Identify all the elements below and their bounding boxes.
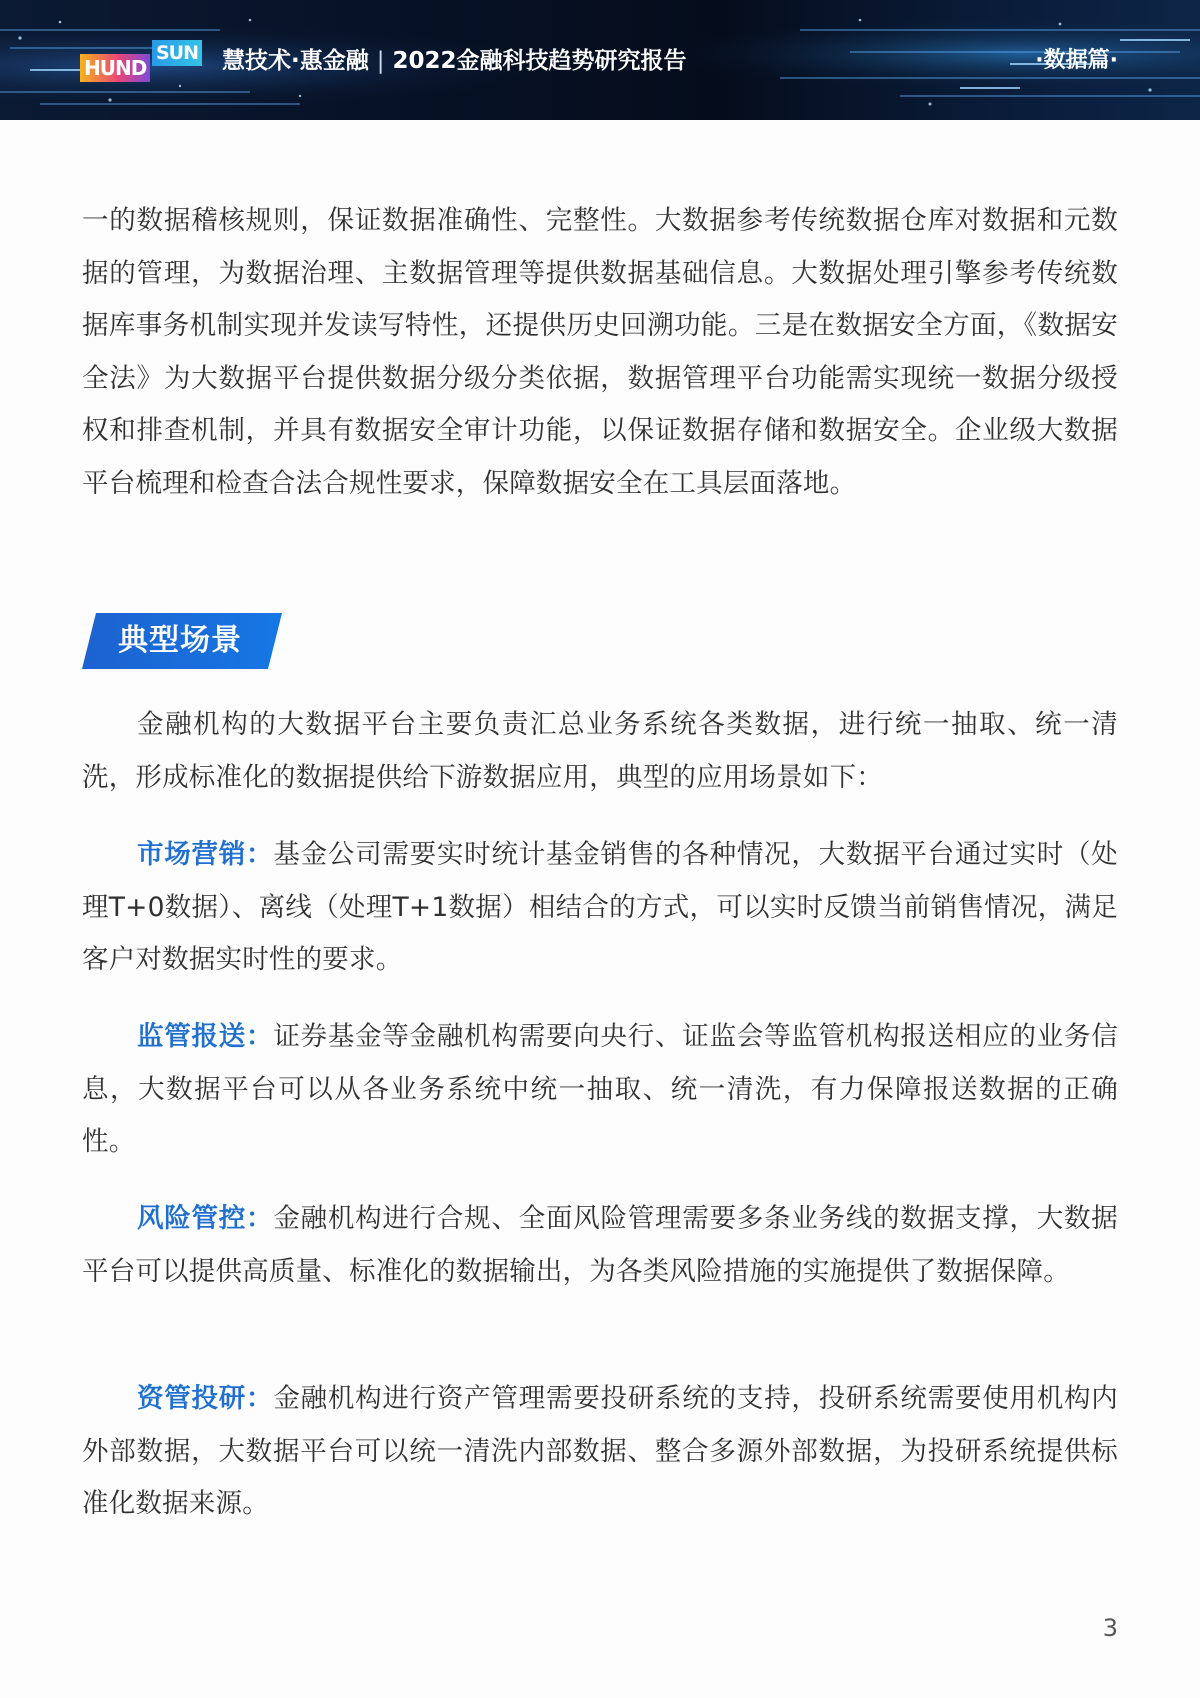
scenario-block (82, 1373, 1118, 1531)
scenario-text: 基金公司需要实时统计基金销售的各种情况，大数据平台通过实时（处理T+0数据）、离线（处理T+1数据）相结合的方式，可以实时反馈当前销售情况，满足客户对数据实时性的要求。 (82, 839, 1118, 975)
scenario-paragraph (82, 1011, 1118, 1169)
lead-paragraph: 金融机构的大数据平台主要负责汇总业务系统各类数据，进行统一抽取、统一清洗，形成标准化的数据提供给下游数据应用，典型的应用场景如下： (82, 709, 1118, 793)
scenario-paragraph (82, 1373, 1118, 1531)
section-label: ·数据篇· (1035, 48, 1118, 73)
section-heading-tag (82, 613, 282, 669)
report-slogan: 慧技术·惠金融 (222, 48, 369, 74)
scenario-text: 金融机构进行资产管理需要投研系统的支持，投研系统需要使用机构内外部数据，大数据平台可以统一清洗内部数据、整合多源外部数据，为投研系统提供标准化数据来源。 (82, 1383, 1118, 1519)
logo-text-sun: SUN (152, 40, 202, 66)
header-banner (0, 0, 1200, 120)
scenario-title: 风险管控： (137, 1203, 274, 1234)
scenario-text: 金融机构进行合规、全面风险管理需要多条业务线的数据支撑，大数据平台可以提供高质量、标准化的数据输出，为各类风险措施的实施提供了数据保障。 (82, 1203, 1118, 1287)
scenario-title: 市场营销： (137, 839, 274, 870)
logo-text-hund: HUND (80, 54, 150, 82)
title-separator: | (376, 48, 385, 74)
section-heading: 典型场景 (118, 623, 242, 658)
scenario-title: 资管投研： (137, 1383, 274, 1414)
page-number: 3 (1102, 1614, 1118, 1642)
scenario-title: 监管报送： (137, 1021, 274, 1052)
scenario-block (82, 1193, 1118, 1298)
scenario-paragraph (82, 1193, 1118, 1298)
scenario-paragraph (82, 829, 1118, 987)
hundsun-logo (80, 38, 204, 86)
intro-paragraph: 一的数据稽核规则，保证数据准确性、完整性。大数据参考传统数据仓库对数据和元数据的管理，为数据治理、主数据管理等提供数据基础信息。大数据处理引擎参考传统数据库事务机制实现并发读写特性，还提供历史回溯功能。三是在数据安全方面，《数据安全法》为大数据平台提供数据分级分类依据，数据管理平台功能需实现统一数据分级授权和排查机制，并具有数据安全审计功能，以保证数据存储和数据安全。企业级大数据平台梳理和检查合法合规性要求，保障数据安全在工具层面落地。 (82, 205, 1118, 499)
scenario-text: 证券基金等金融机构需要向央行、证监会等监管机构报送相应的业务信息，大数据平台可以从各业务系统中统一抽取、统一清洗，有力保障报送数据的正确性。 (82, 1021, 1118, 1157)
report-title (222, 44, 687, 78)
intro-block (82, 195, 1118, 510)
report-name: 2022金融科技趋势研究报告 (392, 48, 687, 74)
lead-block (82, 699, 1118, 804)
scenario-block (82, 829, 1118, 987)
scenario-block (82, 1011, 1118, 1169)
